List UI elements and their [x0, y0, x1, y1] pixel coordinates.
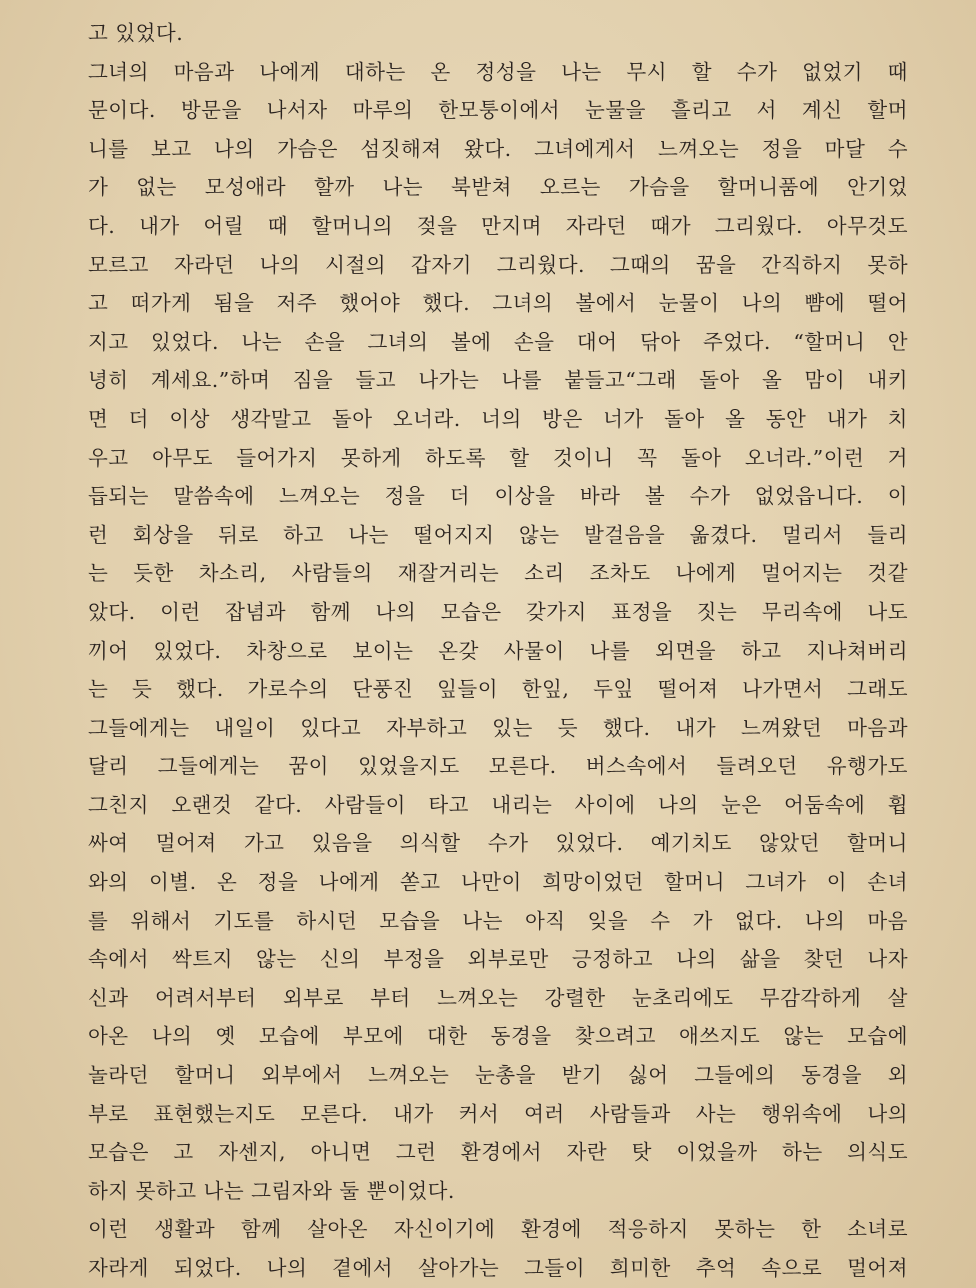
- text-line: 하지 못하고 나는 그림자와 둘 뿐이었다.: [88, 1178, 455, 1203]
- text-line: 고 떠가게 됨을 저주 했어야 했다. 그녀의 볼에서 눈물이 나의 뺨에 떨어: [88, 291, 908, 316]
- text-line: 녕히 계세요.”하며 짐을 들고 나가는 나를 붙들고“그래 돌아 올 맘이 내키: [88, 368, 908, 393]
- text-line: 이런 생활과 함께 살아온 자신이기에 환경에 적응하지 못하는 한 소녀로: [88, 1217, 908, 1242]
- text-line: 그친지 오랜것 같다. 사람들이 타고 내리는 사이에 나의 눈은 어둠속에 휩: [88, 792, 908, 817]
- text-line: 달리 그들에게는 꿈이 있었을지도 모른다. 버스속에서 들려오던 유행가도: [88, 754, 908, 779]
- text-line: 우고 아무도 들어가지 못하게 하도록 할 것이니 꼭 돌아 오너라.”이런 거: [88, 445, 908, 470]
- text-line: 싸여 멀어져 가고 있음을 의식할 수가 있었다. 예기치도 않았던 할머니: [88, 831, 908, 856]
- text-line: 를 위해서 기도를 하시던 모습을 나는 아직 잊을 수 가 없다. 나의 마음: [88, 908, 908, 933]
- text-line: 다. 내가 어릴 때 할머니의 젖을 만지며 자라던 때가 그리웠다. 아무것도: [88, 213, 908, 238]
- text-line: 는 듯한 차소리, 사람들의 재잘거리는 소리 조차도 나에게 멀어지는 것같: [88, 561, 908, 586]
- body-text: [88, 14, 908, 1288]
- text-line: 고 있었다.: [88, 21, 184, 45]
- text-line: 는 듯 했다. 가로수의 단풍진 잎들이 한잎, 두잎 떨어져 나가면서 그래도: [88, 677, 908, 702]
- text-line: 속에서 싹트지 않는 신의 부정을 외부로만 긍정하고 나의 삶을 찾던 나자: [88, 947, 908, 972]
- text-line: 그녀의 마음과 나에게 대하는 온 정성을 나는 무시 할 수가 없었기 때: [88, 59, 908, 84]
- text-line: 그들에게는 내일이 있다고 자부하고 있는 듯 했다. 내가 느껴왔던 마음과: [88, 715, 908, 740]
- text-line: 문이다. 방문을 나서자 마루의 한모퉁이에서 눈물을 흘리고 서 계신 할머: [88, 98, 908, 123]
- text-line: 듭되는 말씀속에 느껴오는 정을 더 이상을 바라 볼 수가 없었읍니다. 이: [88, 484, 908, 509]
- text-line: 끼어 있었다. 차창으로 보이는 온갖 사물이 나를 외면을 하고 지나쳐버리: [88, 638, 908, 663]
- text-line: 부로 표현했는지도 모른다. 내가 커서 여러 사람들과 사는 행위속에 나의: [88, 1101, 908, 1126]
- text-line: 모습은 고 자센지, 아니면 그런 환경에서 자란 탓 이었을까 하는 의식도: [88, 1140, 908, 1165]
- text-line: 자라게 되었다. 나의 곁에서 살아가는 그들이 희미한 추억 속으로 멀어져: [88, 1256, 908, 1280]
- text-line: 모르고 자라던 나의 시절의 갑자기 그리웠다. 그때의 꿈을 간직하지 못하: [88, 252, 908, 277]
- text-line: 면 더 이상 생각말고 돌아 오너라. 너의 방은 너가 돌아 올 동안 내가 치: [88, 406, 908, 431]
- text-line: 았다. 이런 잡념과 함께 나의 모습은 갖가지 표정을 짓는 무리속에 나도: [88, 599, 908, 624]
- text-line: 놀라던 할머니 외부에서 느껴오는 눈총을 받기 싫어 그들에의 동경을 외: [88, 1063, 908, 1088]
- text-line: 지고 있었다. 나는 손을 그녀의 볼에 손을 대어 닦아 주었다. “할머니 안: [88, 329, 908, 354]
- text-line: 아온 나의 옛 모습에 부모에 대한 동경을 찾으려고 애쓰지도 않는 모습에: [88, 1024, 908, 1049]
- text-line: 와의 이별. 온 정을 나에게 쏟고 나만이 희망이었던 할머니 그녀가 이 손녀: [88, 870, 908, 895]
- text-line: 신과 어려서부터 외부로 부터 느껴오는 강렬한 눈초리에도 무감각하게 살: [88, 985, 908, 1010]
- text-line: 런 회상을 뒤로 하고 나는 떨어지지 않는 발걸음을 옮겼다. 멀리서 들리: [88, 522, 908, 547]
- text-line: 가 없는 모성애라 할까 나는 북받쳐 오르는 가슴을 할머니품에 안기었: [88, 175, 908, 200]
- text-line: 니를 보고 나의 가슴은 섬짓해져 왔다. 그녀에게서 느껴오는 정을 마달 수: [88, 136, 908, 161]
